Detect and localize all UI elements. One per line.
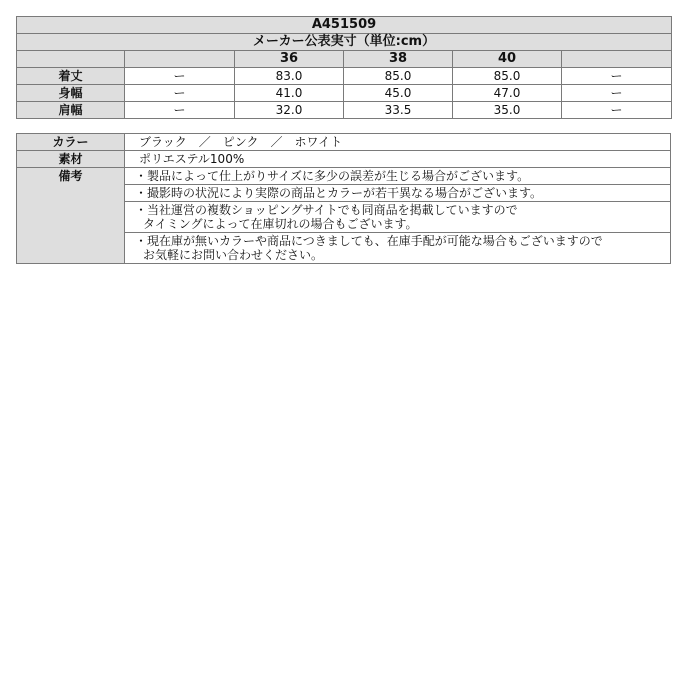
size-header [562,51,672,68]
row-label: 着丈 [17,68,125,85]
note-line: ・当社運営の複数ショッピングサイトでも同商品を掲載していますので [135,203,518,217]
table-cell: ー [562,85,672,102]
table-cell: 45.0 [344,85,453,102]
note-item [125,233,671,264]
note-line: ・製品によって仕上がりサイズに多少の誤差が生じる場合がございます。 [135,169,530,183]
product-code: A451509 [17,17,672,34]
note-line: タイミングによって在庫切れの場合もございます。 [143,217,418,231]
table-cell: 33.5 [344,102,453,119]
size-header [125,51,235,68]
material-value: ポリエステル100% [125,151,671,168]
size-header-row [17,51,672,68]
table-cell: ー [125,68,235,85]
table-row [17,102,672,119]
material-row [17,151,671,168]
table-row [17,85,672,102]
table-cell: 32.0 [235,102,344,119]
table-cell: 35.0 [453,102,562,119]
table-cell: 41.0 [235,85,344,102]
note-line: お気軽にお問い合わせください。 [143,248,324,262]
table-cell: 47.0 [453,85,562,102]
table-cell: 85.0 [453,68,562,85]
note-line: ・撮影時の状況により実際の商品とカラーが若干異なる場合がございます。 [135,186,543,200]
size-table [16,16,672,119]
size-header-blank [17,51,125,68]
table-cell: 83.0 [235,68,344,85]
table-cell: ー [562,68,672,85]
size-table-subtitle: メーカー公表実寸（単位:cm） [17,34,672,51]
note-item [125,202,671,233]
table-cell: 85.0 [344,68,453,85]
notes-row [17,168,671,185]
table-row [17,68,672,85]
size-header: 36 [235,51,344,68]
size-header: 40 [453,51,562,68]
material-label: 素材 [17,151,125,168]
table-cell: ー [125,85,235,102]
color-value: ブラック ／ ピンク ／ ホワイト [125,134,671,151]
notes-label: 備考 [17,168,125,264]
color-label: カラー [17,134,125,151]
table-cell: ー [562,102,672,119]
note-line: ・現在庫が無いカラーや商品につきましても、在庫手配が可能な場合もございますので [135,234,603,248]
note-item [125,168,671,185]
note-item [125,185,671,202]
size-header: 38 [344,51,453,68]
color-row [17,134,671,151]
table-cell: ー [125,102,235,119]
row-label: 肩幅 [17,102,125,119]
info-table [16,133,671,264]
row-label: 身幅 [17,85,125,102]
